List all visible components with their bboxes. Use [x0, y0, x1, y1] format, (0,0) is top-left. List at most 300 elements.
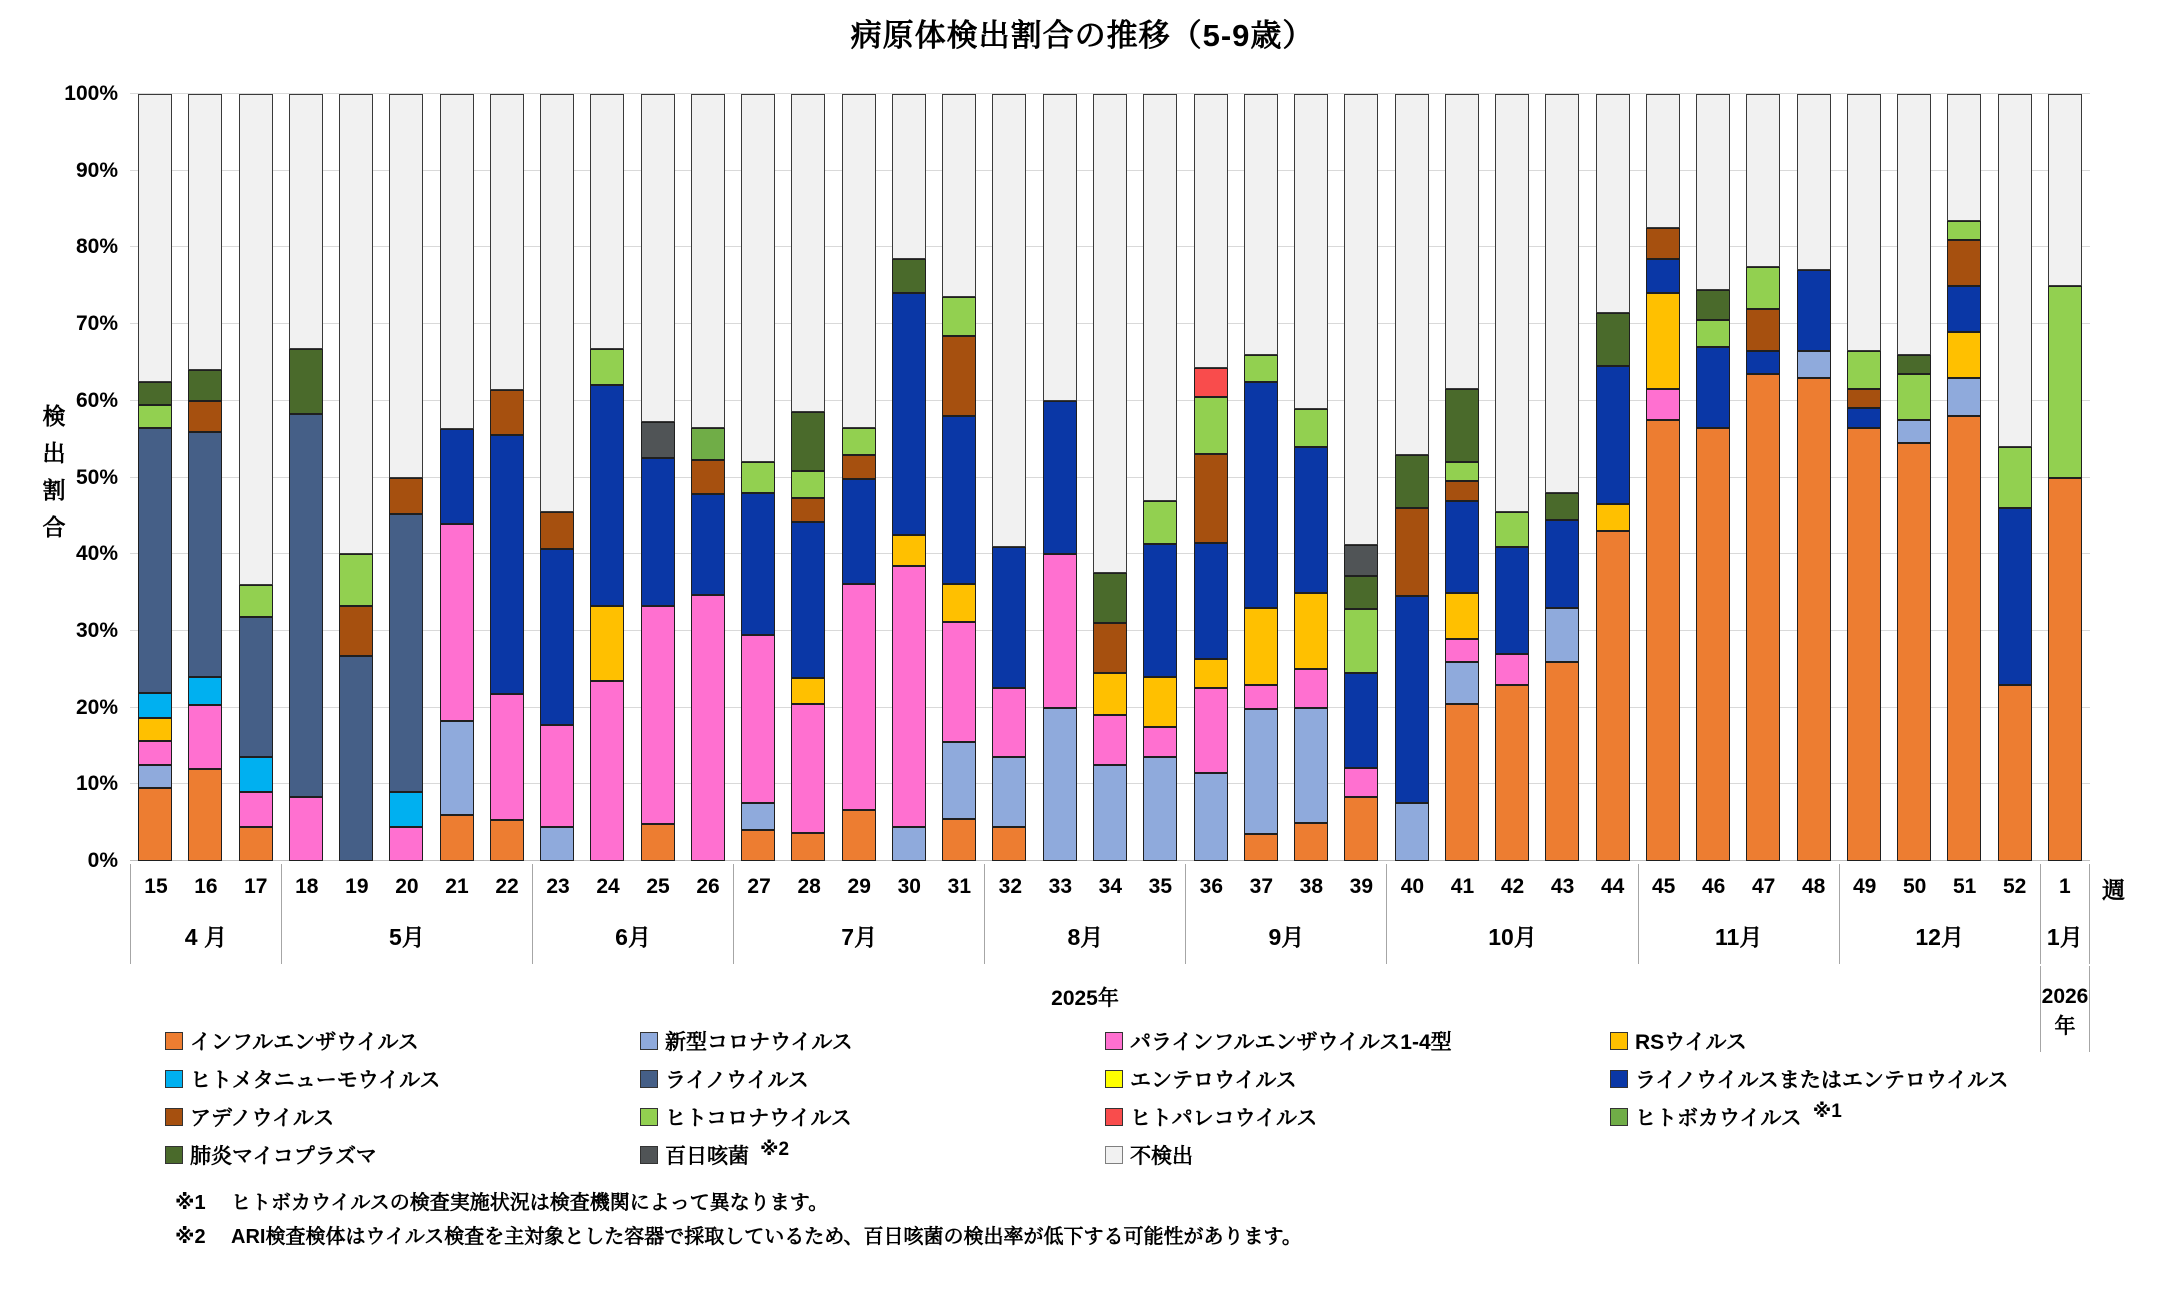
segment-para: [892, 566, 926, 827]
segment-none: [691, 94, 725, 428]
footnote-marker: ※2: [175, 1226, 206, 1248]
segment-rhino_ev: [691, 494, 725, 594]
segment-rhino_ev: [992, 547, 1026, 689]
bar-week-24: [590, 94, 624, 861]
segment-para: [992, 688, 1026, 757]
plot-area: [130, 94, 2090, 861]
segment-mpv: [138, 693, 172, 718]
segment-para: [1194, 688, 1228, 772]
segment-hcov: [1495, 512, 1529, 547]
legend-footnote-marker: ※2: [760, 1138, 790, 1160]
legend-item-parecho: [1105, 1098, 1610, 1136]
segment-none: [1143, 94, 1177, 501]
segment-para: [389, 827, 423, 862]
segment-mpv: [239, 757, 273, 792]
legend-swatch-rs: [1610, 1032, 1628, 1050]
segment-rhino_ev: [440, 429, 474, 523]
bar-week-19: [339, 94, 373, 861]
segment-hcov: [842, 428, 876, 456]
segment-none: [791, 94, 825, 412]
segment-myco: [1696, 290, 1730, 321]
y-tick-label: 80%: [75, 235, 118, 259]
segment-rhino_ev: [1596, 366, 1630, 504]
segment-none: [540, 94, 574, 512]
segment-none: [1395, 94, 1429, 454]
segment-adeno: [339, 606, 373, 657]
bar-week-38: [1294, 94, 1328, 861]
segment-none: [239, 94, 273, 585]
year-2025-label: 2025年: [1051, 987, 1119, 1010]
segment-hcov: [1696, 320, 1730, 347]
week-label-36: 36: [1199, 875, 1224, 898]
month-label: 8月: [1067, 923, 1104, 950]
bar-week-42: [1495, 94, 1529, 861]
bar-week-48: [1797, 94, 1831, 861]
bar-week-20: [389, 94, 423, 861]
segment-none: [1093, 94, 1127, 573]
segment-hcov: [590, 349, 624, 385]
segment-rs: [1143, 677, 1177, 727]
legend-label: ヒトボカウイルス: [1635, 1107, 1802, 1130]
segment-pert: [641, 422, 675, 459]
segment-none: [1344, 94, 1378, 545]
segment-influenza: [138, 788, 172, 861]
segment-para: [1093, 715, 1127, 765]
legend-swatch-none: [1105, 1146, 1123, 1164]
segment-none: [1696, 94, 1730, 290]
segment-rs: [1445, 593, 1479, 639]
week-label-24: 24: [596, 875, 620, 898]
segment-rhino_ev: [942, 416, 976, 584]
segment-none: [1545, 94, 1579, 493]
legend-label: 肺炎マイコプラズマ: [190, 1145, 377, 1168]
segment-none: [440, 94, 474, 429]
bar-week-26: [691, 94, 725, 861]
week-label-16: 16: [194, 875, 218, 898]
segment-influenza: [1797, 378, 1831, 861]
segment-para: [1143, 727, 1177, 758]
segment-none: [1947, 94, 1981, 221]
segment-para: [289, 797, 323, 861]
legend-swatch-covid: [640, 1032, 658, 1050]
bar-week-30: [892, 94, 926, 861]
bar-week-40: [1395, 94, 1429, 861]
segment-parecho: [1194, 368, 1228, 397]
bar-week-32: [992, 94, 1026, 861]
month-group-8月: [984, 864, 1185, 964]
week-label-42: 42: [1500, 875, 1525, 898]
legend-item-hcov: [640, 1098, 1105, 1136]
segment-influenza: [1646, 420, 1680, 861]
legend-swatch-entero: [1105, 1070, 1123, 1088]
y-tick-label: 10%: [75, 772, 118, 796]
segment-influenza: [1445, 704, 1479, 861]
y-tick-label: 20%: [75, 695, 118, 719]
month-label: 11月: [1715, 923, 1763, 950]
segment-rhino_ev: [490, 435, 524, 693]
segment-adeno: [389, 478, 423, 514]
week-label-17: 17: [244, 875, 268, 898]
segment-myco: [1093, 573, 1127, 623]
week-label-41: 41: [1450, 875, 1475, 898]
legend-footnote-marker: ※1: [1812, 1100, 1842, 1122]
segment-influenza: [641, 824, 675, 861]
segment-myco: [791, 412, 825, 472]
legend-swatch-boca: [1610, 1108, 1628, 1126]
week-label-15: 15: [144, 875, 168, 898]
segment-influenza: [1294, 823, 1328, 861]
bar-week-29: [842, 94, 876, 861]
segment-none: [641, 94, 675, 422]
legend-label: 百日咳菌: [665, 1145, 749, 1168]
segment-myco: [1395, 455, 1429, 509]
segment-adeno: [1445, 481, 1479, 500]
segment-hcov: [942, 297, 976, 335]
segment-para: [1445, 639, 1479, 662]
segment-influenza: [490, 820, 524, 861]
segment-rhino_ev: [1746, 351, 1780, 374]
segment-rhino_ev: [791, 522, 825, 678]
segment-covid: [1043, 708, 1077, 861]
segment-covid: [942, 742, 976, 819]
segment-hcov: [1244, 355, 1278, 382]
bar-week-35: [1143, 94, 1177, 861]
bar-week-46: [1696, 94, 1730, 861]
footnote: [175, 1186, 1302, 1220]
segment-rhino_ev: [1947, 286, 1981, 332]
week-label-47: 47: [1751, 875, 1776, 898]
month-group-10月: [1386, 864, 1637, 964]
y-tick-label: 60%: [75, 388, 118, 412]
legend-swatch-pert: [640, 1146, 658, 1164]
chart-title: 病原体検出割合の推移（5-9歳）: [850, 18, 1315, 53]
segment-rhino_ev: [1143, 544, 1177, 677]
segment-covid: [1194, 773, 1228, 861]
legend: [165, 1022, 2165, 1174]
month-label: 1月: [2046, 923, 2083, 950]
segment-para: [188, 705, 222, 769]
segment-hcov: [339, 554, 373, 605]
legend-label: ライノウイルス: [665, 1069, 809, 1092]
week-label-51: 51: [1952, 875, 1977, 898]
segment-myco: [1445, 389, 1479, 462]
segment-rs: [1646, 293, 1680, 389]
segment-none: [1847, 94, 1881, 351]
segment-none: [138, 94, 172, 382]
bar-week-45: [1646, 94, 1680, 861]
segment-covid: [892, 827, 926, 862]
segment-none: [389, 94, 423, 478]
segment-rhino_ev: [641, 458, 675, 605]
segment-none: [992, 94, 1026, 547]
bar-week-36: [1194, 94, 1228, 861]
legend-label: ヒトパレコウイルス: [1130, 1107, 1318, 1130]
segment-myco: [1596, 313, 1630, 367]
segment-covid: [138, 765, 172, 788]
segment-adeno: [1093, 623, 1127, 673]
legend-item-covid: [640, 1022, 1105, 1060]
y-tick-label: 0%: [87, 849, 118, 872]
week-label-1: 1: [2058, 875, 2071, 898]
week-label-37: 37: [1249, 875, 1274, 898]
legend-swatch-para: [1105, 1032, 1123, 1050]
month-label: 4 月: [184, 923, 227, 950]
segment-rhino_ev: [1244, 382, 1278, 608]
segment-influenza: [842, 810, 876, 861]
segment-influenza: [239, 827, 273, 862]
segment-para: [590, 681, 624, 861]
legend-label: エンテロウイルス: [1130, 1069, 1297, 1092]
segment-rhino_ev: [1545, 520, 1579, 608]
segment-para: [540, 725, 574, 827]
segment-covid: [540, 827, 574, 861]
bar-week-31: [942, 94, 976, 861]
segment-rhino_ev: [1847, 408, 1881, 427]
segment-adeno: [1847, 389, 1881, 408]
segment-none: [1897, 94, 1931, 355]
segment-none: [2048, 94, 2082, 286]
segment-covid: [1143, 757, 1177, 861]
segment-rhino: [188, 432, 222, 677]
week-label-45: 45: [1651, 875, 1676, 898]
segment-influenza: [1244, 834, 1278, 861]
segment-rhino: [339, 656, 373, 861]
y-tick-label: 100%: [64, 82, 118, 105]
legend-item-myco: [165, 1136, 640, 1174]
segment-rs: [138, 718, 172, 740]
segment-none: [490, 94, 524, 390]
week-label-43: 43: [1550, 875, 1575, 898]
segment-rhino: [239, 617, 273, 757]
bar-week-15: [138, 94, 172, 861]
segment-rhino: [389, 514, 423, 792]
segment-rs: [1294, 593, 1328, 670]
legend-item-rhino_ev: [1610, 1060, 2165, 1098]
legend-label: 不検出: [1130, 1145, 1193, 1168]
segment-rs: [1194, 659, 1228, 688]
segment-covid: [1395, 803, 1429, 861]
month-group-1月: [2040, 864, 2090, 964]
segment-rhino_ev: [1194, 543, 1228, 660]
month-label: 12月: [1915, 923, 1964, 950]
segment-rhino_ev: [1495, 547, 1529, 654]
segment-none: [590, 94, 624, 349]
segment-adeno: [842, 455, 876, 479]
bar-week-27: [741, 94, 775, 861]
segment-myco: [289, 349, 323, 413]
segment-none: [289, 94, 323, 349]
week-label-34: 34: [1098, 875, 1123, 898]
week-label-31: 31: [947, 875, 972, 898]
segment-rs: [1947, 332, 1981, 378]
segment-para: [1646, 389, 1680, 420]
segment-hcov: [741, 462, 775, 493]
segment-hcov: [1143, 501, 1177, 545]
segment-influenza: [791, 833, 825, 861]
segment-influenza: [188, 769, 222, 861]
month-group-12月: [1839, 864, 2040, 964]
segment-none: [188, 94, 222, 370]
legend-item-rs: [1610, 1022, 2165, 1060]
footnote-marker: ※1: [175, 1192, 206, 1214]
legend-label: インフルエンザウイルス: [190, 1031, 419, 1054]
segment-myco: [1545, 493, 1579, 520]
week-label-49: 49: [1852, 875, 1877, 898]
week-label-20: 20: [395, 875, 419, 898]
segment-adeno: [1395, 508, 1429, 596]
week-label-26: 26: [696, 875, 720, 898]
segment-para: [741, 635, 775, 804]
bar-week-41: [1445, 94, 1479, 861]
segment-influenza: [1998, 685, 2032, 861]
segment-para: [1294, 669, 1328, 707]
bar-week-50: [1897, 94, 1931, 861]
segment-influenza: [440, 815, 474, 861]
bar-week-22: [490, 94, 524, 861]
legend-label: ヒトメタニューモウイルス: [190, 1069, 441, 1092]
month-label: 9月: [1268, 923, 1305, 950]
segment-influenza: [1847, 428, 1881, 861]
segment-hcov: [1847, 351, 1881, 389]
segment-hcov: [791, 471, 825, 497]
bar-week-51: [1947, 94, 1981, 861]
segment-rs: [590, 606, 624, 681]
segment-para: [239, 792, 273, 827]
week-label-46: 46: [1701, 875, 1726, 898]
segment-adeno: [540, 512, 574, 549]
bar-week-17: [239, 94, 273, 861]
legend-label: ライノウイルスまたはエンテロウイルス: [1635, 1069, 2009, 1092]
legend-label: ヒトコロナウイルス: [665, 1107, 852, 1130]
week-label-18: 18: [295, 875, 319, 898]
segment-rhino_ev: [1696, 347, 1730, 428]
segment-adeno: [188, 401, 222, 432]
bar-week-34: [1093, 94, 1127, 861]
segment-none: [741, 94, 775, 462]
segment-rhino_ev: [892, 293, 926, 535]
segment-adeno: [1194, 454, 1228, 543]
week-label-32: 32: [998, 875, 1023, 898]
month-group-7月: [733, 864, 984, 964]
segment-influenza: [2048, 478, 2082, 862]
month-group-6月: [532, 864, 733, 964]
segment-none: [1244, 94, 1278, 355]
week-unit-label: 週: [2102, 877, 2125, 903]
week-label-52: 52: [2002, 875, 2027, 898]
segment-myco: [138, 382, 172, 406]
y-tick-label: 90%: [75, 158, 118, 182]
bar-week-44: [1596, 94, 1630, 861]
segment-covid: [1445, 662, 1479, 704]
segment-adeno: [1646, 228, 1680, 259]
segment-para: [691, 595, 725, 861]
segment-para: [791, 704, 825, 833]
bar-week-47: [1746, 94, 1780, 861]
footnote-text: ヒトボカウイルスの検査実施状況は検査機関によって異なります。: [231, 1192, 829, 1214]
segment-para: [1344, 768, 1378, 797]
bar-week-49: [1847, 94, 1881, 861]
segment-none: [339, 94, 373, 554]
legend-swatch-rhino: [640, 1070, 658, 1088]
legend-item-pert: [640, 1136, 1105, 1174]
week-label-19: 19: [345, 875, 369, 898]
legend-swatch-parecho: [1105, 1108, 1123, 1126]
legend-item-none: [1105, 1136, 1610, 1174]
segment-para: [641, 606, 675, 825]
segment-para: [1244, 685, 1278, 710]
bar-week-16: [188, 94, 222, 861]
segment-hcov: [138, 405, 172, 427]
segment-covid: [741, 803, 775, 830]
segment-pert: [1344, 545, 1378, 576]
segment-influenza: [1545, 662, 1579, 861]
segment-none: [1797, 94, 1831, 270]
segment-mpv: [188, 677, 222, 705]
bar-week-39: [1344, 94, 1378, 861]
segment-covid: [1545, 608, 1579, 662]
legend-item-rhino: [640, 1060, 1105, 1098]
segment-influenza: [1746, 374, 1780, 861]
segment-covid: [992, 757, 1026, 826]
segment-hcov: [1746, 267, 1780, 309]
segment-covid: [1947, 378, 1981, 416]
segment-rhino: [138, 428, 172, 693]
bar-week-33: [1043, 94, 1077, 861]
segment-influenza: [1495, 685, 1529, 861]
week-label-39: 39: [1349, 875, 1374, 898]
segment-influenza: [1696, 428, 1730, 861]
segment-para: [942, 622, 976, 742]
segment-hcov: [1947, 221, 1981, 240]
legend-swatch-adeno: [165, 1108, 183, 1126]
footnote: [175, 1220, 1302, 1254]
segment-rs: [1093, 673, 1127, 715]
segment-para: [1043, 554, 1077, 707]
legend-label: 新型コロナウイルス: [665, 1031, 853, 1054]
week-label-50: 50: [1902, 875, 1927, 898]
bar-week-18: [289, 94, 323, 861]
segment-influenza: [741, 830, 775, 861]
segment-rs: [892, 535, 926, 566]
segment-para: [138, 741, 172, 766]
bar-week-28: [791, 94, 825, 861]
segment-none: [1646, 94, 1680, 228]
segment-myco: [188, 370, 222, 401]
month-label: 7月: [841, 923, 878, 950]
segment-rhino_ev: [1294, 447, 1328, 593]
segment-rhino_ev: [741, 493, 775, 635]
bar-week-37: [1244, 94, 1278, 861]
week-label-27: 27: [747, 875, 771, 898]
week-label-29: 29: [847, 875, 871, 898]
y-tick-label: 30%: [75, 618, 118, 642]
segment-none: [1194, 94, 1228, 368]
segment-para: [440, 524, 474, 721]
segment-myco: [1344, 576, 1378, 608]
segment-hcov: [1897, 374, 1931, 420]
segment-adeno: [1746, 309, 1780, 351]
segment-rhino_ev: [1998, 508, 2032, 684]
x-axis: [130, 864, 2090, 964]
segment-rhino_ev: [1395, 596, 1429, 803]
footnotes: [175, 1186, 1302, 1254]
week-label-30: 30: [897, 875, 921, 898]
legend-item-para: [1105, 1022, 1610, 1060]
segment-none: [1495, 94, 1529, 512]
segment-covid: [1093, 765, 1127, 861]
week-label-28: 28: [797, 875, 821, 898]
week-label-44: 44: [1600, 875, 1625, 898]
